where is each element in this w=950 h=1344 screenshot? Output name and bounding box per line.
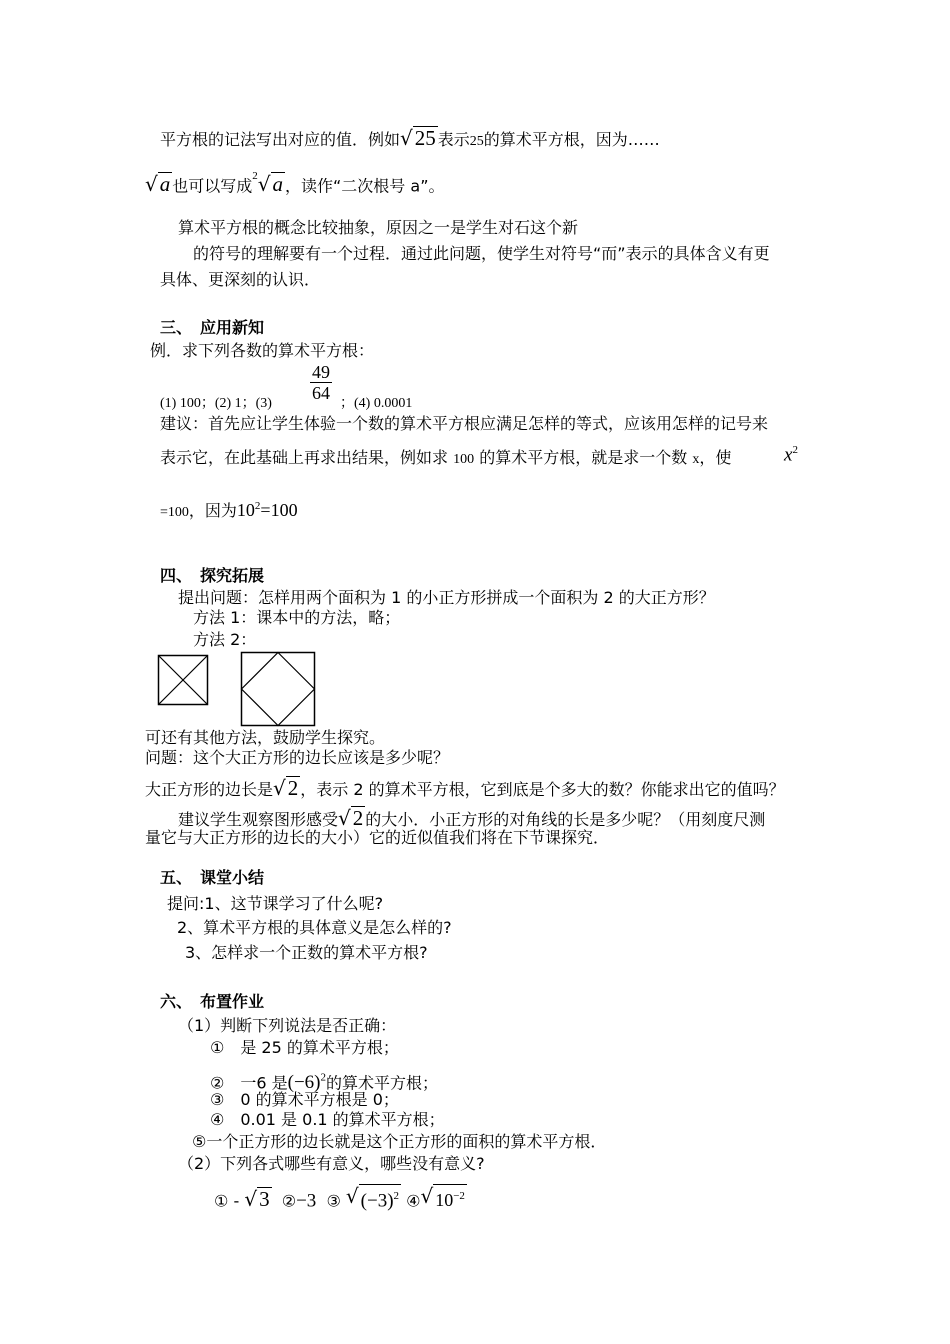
label-2: ② [281,1191,297,1211]
section5-q3: 3、怎样求一个正数的算术平方根? [185,943,428,962]
neg-sign: - [233,1191,240,1211]
root2-a: $^2$√a [252,170,284,197]
section6-title: 六、 布置作业 [160,992,265,1011]
root-index: 2 [252,170,258,182]
base-x: x [784,444,793,466]
section4-title: 四、 探究拓展 [160,566,265,585]
label-1: ① [214,1191,229,1211]
radicand: 25 [414,126,436,150]
section6-part2: （2）下列各式哪些有意义，哪些没有意义? [178,1154,485,1173]
base: 10 [435,1190,454,1211]
sqrt-a: √a [145,172,171,197]
radicand: 3 [259,1187,270,1212]
radicand: 2 [287,776,299,800]
para1-line1 [160,126,660,152]
section4-suggest [178,806,765,830]
exponent: −2 [453,1190,465,1203]
section6-item4: ④ 0.01 是 0.1 的算术平方根； [210,1110,445,1129]
sqrt-25: √25 [400,126,436,150]
text: 建议学生观察图形感受 [178,810,339,829]
base: 10 [236,500,255,520]
text: =100 [160,505,189,520]
label-3: ③ [326,1191,341,1211]
text: 的大小．小正方形的对角线的长是多少呢？（用刻度尺测 [365,810,766,829]
section3-line3 [160,496,298,523]
exponent: 2 [792,444,798,456]
items-a: (1) 100；(2) 1；(3) [160,396,272,411]
sqrt-10-neg2: √ $10^{-2}$ [420,1184,465,1211]
sqrt-3: √3 [244,1187,270,1212]
items-b: ；(4) 0.0001 [340,396,413,411]
section4-method1: 方法 1：课本中的方法，略； [193,608,401,627]
text: 的算术平方根，因为…… [483,130,660,149]
section6-item3: ③ 0 的算术平方根是 0； [210,1090,399,1109]
radicand: 2 [352,806,364,830]
section4-suggest-2: 量它与大正方形的边长的大小）它的近似值我们将在下节课探究． [145,828,610,847]
section6-expressions [214,1184,467,1212]
sqrt-2: √2 [273,776,299,800]
section4-problem: 问题：这个大正方形的边长应该是多少呢？ [145,748,450,767]
section3-suggest-2 [160,448,731,470]
section3-items [160,392,272,414]
text: 的算术平方根； [326,1073,439,1093]
section4-other: 可还有其他方法，鼓励学生探究。 [145,728,386,747]
sqrt-neg3-squared: √ $(-3)^2$ [345,1184,400,1212]
para2-line3: 具体、更深刻的认识． [160,270,321,289]
text: 表示它，在此基础上再求出结果，例如求 [160,448,449,467]
equals: =100 [260,500,298,520]
number: 100 [453,452,475,467]
sqrt-2: √2 [338,806,364,830]
text: ，因为 [188,501,237,520]
text: ，使 [699,448,732,467]
x-squared [784,440,798,465]
text: ，表示 2 的算术平方根，它到底是个多大的数？你能求出它的值吗？ [300,780,785,799]
base: (−6) [287,1072,321,1094]
label-4: ④ [406,1191,421,1211]
section3-items-b [340,392,412,414]
text: 表示 [437,130,470,149]
text: ，读作“二次根号 a”。 [285,176,445,196]
radicand: a [272,172,284,197]
small-square-diagram [157,654,209,706]
section5-q2: 2、算术平方根的具体意义是怎么样的? [177,918,452,937]
section5-q1: 提问:1、这节课学习了什么呢? [167,894,384,913]
text: 也可以写成 [172,176,253,196]
section4-method2: 方法 2： [193,630,257,649]
text: 大正方形的边长是 [145,780,274,799]
exponent: 2 [393,1190,400,1202]
power-eq [237,500,298,520]
section6-part1: （1）判断下列说法是否正确： [178,1016,397,1035]
exponent: 2 [254,500,261,512]
section4-side [145,776,785,800]
big-square-diagram [240,651,316,727]
section4-question: 提出问题：怎样用两个面积为 1 的小正方形拼成一个面积为 2 的大正方形？ [178,588,715,607]
para2-line2: 的符号的理解要有一个过程．通过此问题，使学生对符号“而”表示的具体含义有更 [193,244,770,263]
denominator: 64 [312,383,330,403]
number: 25 [469,134,484,149]
text: 的算术平方根，就是求一个数 [479,448,688,467]
base: (−3) [360,1190,394,1212]
text: 平方根的记法写出对应的值．例如 [160,130,401,149]
value-neg3: −3 [296,1190,317,1212]
para1-line2 [145,172,445,196]
section6-item1: ① 是 25 的算术平方根； [210,1038,399,1057]
section5-title: 五、 课堂小结 [160,868,265,887]
text: ② 一6 是 [210,1073,288,1093]
section3-suggest-1: 建议：首先应让学生体验一个数的算术平方根应满足怎样的等式，应该用怎样的记号来 [160,414,769,433]
var-x: x [692,452,700,467]
exponent: 2 [320,1072,326,1084]
section6-item5: ⑤一个正方形的边长就是这个正方形的面积的算术平方根． [192,1132,607,1151]
fraction-49-64 [310,362,332,403]
para2-line1: 算术平方根的概念比较抽象，原因之一是学生对石这个新 [178,218,579,237]
radicand: a [159,172,171,197]
section3-title: 三、 应用新知 [160,318,265,337]
section3-example: 例．求下列各数的算术平方根： [150,341,375,360]
numerator: 49 [312,362,330,382]
